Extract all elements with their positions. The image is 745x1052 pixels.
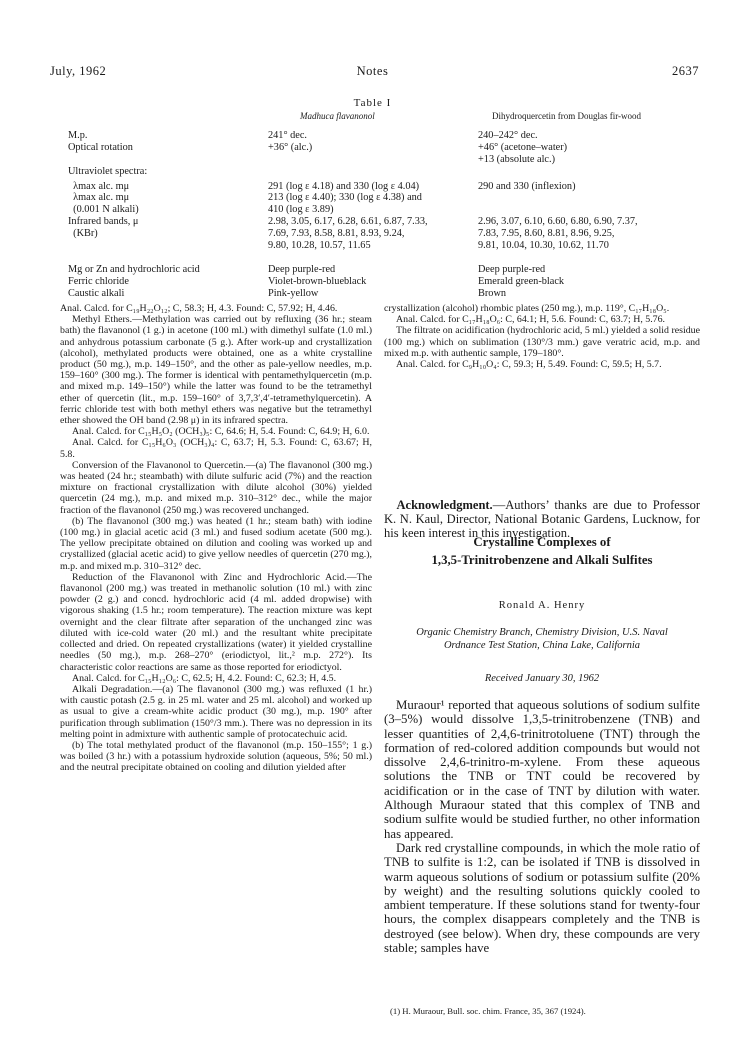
paragraph: Alkali Degradation.—(a) The flavanonol (300 mg.) was refluxed (1 hr.) with caustic potash (2.5 g. in 25 ml. water and 25 ml. alcohol) and worked up as usual to give a cream-white acidic product (30 mg.), m.p. 190° after purification through sublimation (150°/3 mm.). There was no depression in its melting point in admixture with authentic sample of protocatechuic acid.	[60, 683, 372, 740]
table-cell-madhuca: 2.98, 3.05, 6.17, 6.28, 6.61, 6.87, 7.33,	[268, 216, 428, 227]
table-cell-madhuca: 241° dec.	[268, 130, 308, 141]
table-title: Table I	[353, 97, 392, 109]
paragraph: Anal. Calcd. for C₁₅H₅O₂ (OCH₃)₅: C, 64.6; H, 5.4. Found: C, 64.9; H, 6.0.	[72, 426, 370, 438]
paragraph: Anal. Calcd. for C₁₅H₁₂O₆: C, 62.5; H, 4.2. Found: C, 62.3; H, 4.5.	[72, 672, 337, 684]
table-row-label: Mg or Zn and hydrochloric acid	[68, 264, 200, 275]
page-number: 2637	[672, 64, 699, 78]
table-cell-madhuca: +36° (alc.)	[268, 142, 313, 153]
paragraph: The filtrate on acidification (hydrochloric acid, 5 ml.) yielded a solid residue (100 mg.) which on sublimation (130°/3 mm.) gave veratric acid, m.p. and mixed m.p. with authentic sample, 179–180°.	[384, 325, 700, 359]
paragraph: crystallization (alcohol) rhombic plates (250 mg.), m.p. 119°, C₁₇H₁₈O₅.	[384, 303, 670, 314]
table-row-label: (0.001 N alkali)	[68, 204, 139, 215]
table-col1-head: Madhuca flavanonol	[300, 111, 375, 121]
table-row-label: Ultraviolet spectra:	[68, 166, 148, 177]
running-head-date: July, 1962	[50, 64, 107, 78]
table-cell-dihydroquercetin: +46° (acetone–water) +13 (absolute alc.)	[478, 142, 568, 165]
paragraph: Conversion of the Flavanonol to Quercetin.—(a) The flavanonol (300 mg.) was heated (24 hr.; steambath) with dilute sulfuric acid (7%) and the reaction mixture on fractional crystallization with dilute alcohol (30%) yielded quercetin (24 mg.), m.p. and mixed m.p. 310–312° dec., while the major fraction of the flavanonol (250 mg.) was recovered unchanged.	[60, 459, 372, 516]
article-title-line1: Crystalline Complexes of	[473, 535, 611, 549]
table-row-label: Caustic alkali	[68, 288, 125, 299]
author: Ronald A. Henry	[498, 600, 586, 611]
table-col2-head: Dihydroquercetin from Douglas fir-wood	[492, 111, 642, 121]
table-row-label: Optical rotation	[68, 142, 133, 153]
affiliation	[384, 626, 700, 652]
table-cell-dihydroquercetin: 240–242° dec.	[478, 130, 538, 141]
paragraph: (b) The flavanonol (300 mg.) was heated (1 hr.; steam bath) with iodine (100 mg.) in glacial acetic acid (3 ml.) and fused sodium acetate (500 mg.). The yellow precipitate obtained on dilution and cooling was worked up and crystallized (glacial acetic acid) to give yellow needles of quercetin (270 mg.), m.p. and mixed m.p. 310–312° dec.	[60, 515, 372, 572]
table-cell-madhuca: 291 (log ε 4.18) and 330 (log ε 4.04)	[268, 181, 420, 192]
paragraph: Reduction of the Flavanonol with Zinc and Hydrochloric Acid.—The flavanonol (200 mg.) was treated in methanolic solution (10 ml.) with zinc powder (2 g.) and concd. hydrochloric acid (4 ml. added dropwise) with vigorous shaking (1.5 hr.; room temperature). The reaction mixture was kept overnight and the clear filtrate after separation of the unchanged zinc was diluted with ice-cold water (20 ml.) and the resultant white precipitate collected and dried. On repeated crystallizations (water) it yielded crystalline needles (50 mg.), m.p. 268–270° (eriodictyol, lit.,² m.p. 272°). Its characteristic color reactions are same as those reported for eriodictyol.	[60, 571, 372, 673]
received-date: Received January 30, 1962	[484, 673, 600, 684]
paragraph: Anal. Calcd. for C₁₅H₆O₃ (OCH₃)₄: C, 63.7; H, 5.3. Found: C, 63.67; H, 5.8.	[60, 437, 372, 460]
right-column-top	[384, 303, 700, 370]
table-row-label: λmax alc. mμ	[68, 192, 130, 203]
table-cell-madhuca: 213 (log ε 4.40); 330 (log ε 4.38) and	[268, 192, 422, 203]
table-row-label: Infrared bands, μ	[68, 216, 139, 227]
table-row-label: M.p.	[68, 130, 88, 141]
article-title-line2: 1,3,5-Trinitrobenzene and Alkali Sulfites	[431, 553, 653, 567]
paragraph: Methyl Ethers.—Methylation was carried out by refluxing (36 hr.; steam bath) the flavanonol (1 g.) in acetone (100 ml.) with dimethyl sulfate (1.0 ml.) and anhydrous potassium carbonate (5 g.). After work-up and crystallization (alcohol), methylated products were obtained, one as a white crystalline product (50 mg.), m.p. 149–150°, and the other as pale-yellow needles, m.p. 159–160° (300 mg.). The former is identical with pentamethylquercetin (m.p. and mixed m.p. 149–150°) while the latter was found to be the tetramethyl ether of quercetin (lit., m.p. 159–160° of 3,7,3′,4′-tetramethylquercetin). A ferric chloride test with both methyl ethers was negative but the tetramethyl ether showed the OH band (2.98 μ) in its infrared spectra.	[60, 314, 372, 427]
table-cell-dihydroquercetin: Deep purple-red	[478, 264, 546, 275]
paragraph: Anal. Calcd. for C₉H₁₀O₄: C, 59.3; H, 5.49. Found: C, 59.5; H, 5.7.	[396, 359, 662, 371]
paragraph: Dark red crystalline compounds, in which the mole ratio of TNB to sulfite is 1:2, can be isolated if TNB is dissolved in warm aqueous solutions of sodium or potassium sulfite (20% by weight) and the resulting solutions quickly cooled to ambient temperature. If these solutions stand for twenty-four hours, the complex disappears completely and the TNB is destroyed (see below). When dry, these compounds are very stable; samples have	[384, 840, 700, 956]
table-cell-madhuca: Violet-brown-blueblack	[268, 276, 367, 287]
table-row-label: (KBr)	[68, 228, 98, 239]
table-row-label: Ferric chloride	[68, 276, 129, 287]
table-cell-dihydroquercetin: 290 and 330 (inflexion)	[478, 181, 576, 192]
table-cell-dihydroquercetin: Brown	[478, 288, 507, 299]
paragraph: (b) The total methylated product of the flavanonol (m.p. 150–155°; 1 g.) was boiled (3 hr.) with a potassium hydroxide solution (aqueous, 5%; 50 ml.) and the neutral precipitate obtained on cooling and dilution yielded after	[60, 739, 372, 774]
table-row-label: λmax alc. mμ	[68, 181, 130, 192]
table-cell-dihydroquercetin: Emerald green-black	[478, 276, 565, 287]
paragraph: Anal. Calcd. for C₁₉H₂₂O₁₂; C, 58.3; H, 4.3. Found: C, 57.92; H, 4.46.	[60, 303, 338, 314]
acknowledgment-head: Acknowledgment.	[396, 498, 493, 512]
acknowledgment-text: —Authors’ thanks are due to Professor K. N. Kaul, Director, National Botanic Gardens, Lucknow, for his keen interest in this investigation.	[384, 498, 700, 541]
table-cell-madhuca: Deep purple-red	[268, 264, 336, 275]
left-column	[60, 303, 372, 774]
table-cell-dihydroquercetin: 7.83, 7.95, 8.60, 8.81, 8.96, 9.25, 9.81, 10.04, 10.30, 10.62, 11.70	[478, 228, 615, 251]
table-cell-madhuca: 7.69, 7.93, 8.58, 8.81, 8.93, 9.24, 9.80, 10.28, 10.57, 11.65	[268, 228, 405, 251]
article-body	[384, 698, 700, 955]
paragraph: Anal. Calcd. for C₁₇H₁₈O₆: C, 64.1; H, 5.6. Found: C, 63.7; H, 5.76.	[396, 314, 666, 326]
footnote: (1) H. Muraour, Bull. soc. chim. France, 35, 367 (1924).	[390, 1006, 586, 1016]
paragraph: Muraour¹ reported that aqueous solutions of sodium sulfite (3–5%) would dissolve 1,3,5-trinitrobenzene (TNB) and lesser quantities of 2,4,6-trinitrotoluene (TNT) through the formation of red-colored addition compounds but would not dissolve 2,4,6-trinitro-m-xylene. From these aqueous solutions the TNB or TNT could be recovered by acidification or in the case of TNT by dilution with water. Although Muraour stated that this complex of TNB and sodium sulfite would be studied further, no other information has appeared.	[384, 698, 700, 841]
running-head-title: Notes	[356, 64, 389, 78]
table-cell-madhuca: 410 (log ε 3.89)	[268, 204, 334, 215]
affiliation-line1: Organic Chemistry Branch, Chemistry Division, U.S. Naval	[416, 627, 668, 638]
table-cell-madhuca: Pink-yellow	[268, 288, 319, 299]
affiliation-line2: Ordnance Test Station, China Lake, California	[443, 640, 641, 651]
table-cell-dihydroquercetin: 2.96, 3.07, 6.10, 6.60, 6.80, 6.90, 7.37,	[478, 216, 638, 227]
